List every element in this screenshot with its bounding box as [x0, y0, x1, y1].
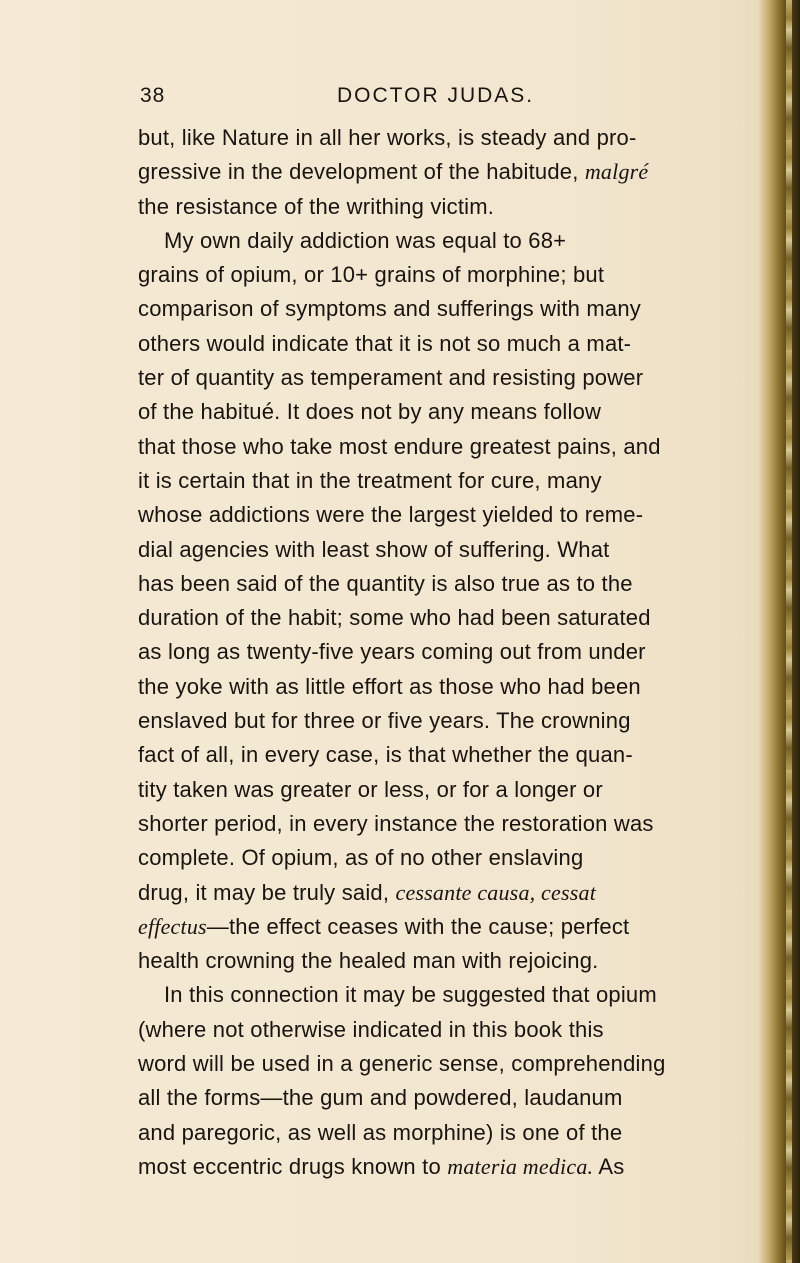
italic-phrase: materia medica. [447, 1153, 594, 1179]
text-line [138, 876, 736, 910]
text-line: all the forms—the gum and powdered, laudanum [138, 1085, 623, 1111]
text-line: duration of the habit; some who had been saturated [138, 605, 651, 631]
text-span: —the effect ceases with the cause; perfect [206, 913, 630, 939]
text-line: and paregoric, as well as morphine) is one of the [138, 1119, 623, 1145]
text-line: My own daily addiction was equal to 68+ [164, 227, 567, 253]
text-line: the resistance of the writhing victim. [138, 193, 495, 219]
gilt-page-edge [786, 0, 792, 1263]
text-span: most eccentric drugs known to [138, 1153, 448, 1179]
text-line: enslaved but for three or five years. The crowning [138, 708, 631, 734]
text-line: comparison of symptoms and sufferings with many [138, 296, 641, 322]
page-number: 38 [140, 84, 166, 107]
paragraph-2 [138, 224, 736, 979]
text-line: others would indicate that it is not so much a mat- [138, 330, 632, 356]
text-line: ter of quantity as temperament and resisting power [138, 365, 644, 391]
italic-phrase: cessante causa, cessat [395, 879, 597, 905]
text-span: drug, it may be truly said, [138, 879, 396, 905]
paragraph-1 [138, 121, 736, 224]
text-line: the yoke with as little effort as those who had been [138, 673, 641, 699]
text-line: has been said of the quantity is also true as to the [138, 570, 633, 596]
page-edge-shadow [758, 0, 800, 1263]
text-line: but, like Nature in all her works, is steady and pro- [138, 125, 637, 150]
text-line [138, 910, 736, 944]
text-line: health crowning the healed man with rejoicing. [138, 948, 599, 974]
text-span: gressive in the development of the habitude, [138, 159, 585, 185]
text-line: of the habitué. It does not by any means follow [138, 399, 602, 425]
page-header [135, 84, 735, 114]
text-line: shorter period, in every instance the restoration was [138, 810, 654, 836]
italic-phrase: effectus [138, 913, 207, 939]
text-line: complete. Of opium, as of no other enslaving [138, 845, 584, 871]
text-line: grains of opium, or 10+ grains of morphine; but [138, 262, 605, 288]
text-line: (where not otherwise indicated in this book this [138, 1016, 604, 1042]
body-text [138, 121, 736, 1184]
text-line: fact of all, in every case, is that whether the quan- [138, 742, 633, 768]
text-line: word will be used in a generic sense, comprehending [138, 1051, 666, 1077]
text-line: whose addictions were the largest yielded to reme- [138, 502, 644, 528]
text-line: as long as twenty-five years coming out from under [138, 639, 646, 665]
text-line: tity taken was greater or less, or for a longer or [138, 776, 603, 802]
text-line: In this connection it may be suggested that opium [164, 982, 657, 1008]
running-head: DOCTOR JUDAS. [337, 84, 535, 107]
italic-phrase: malgré [584, 159, 649, 185]
text-line [138, 155, 736, 189]
text-line [138, 1150, 736, 1184]
paragraph-3 [138, 978, 736, 1184]
text-line: it is certain that in the treatment for cure, many [138, 467, 602, 493]
text-span: As [593, 1153, 625, 1179]
text-line: that those who take most endure greatest pains, and [138, 433, 661, 459]
text-line: dial agencies with least show of suffering. What [138, 536, 610, 562]
